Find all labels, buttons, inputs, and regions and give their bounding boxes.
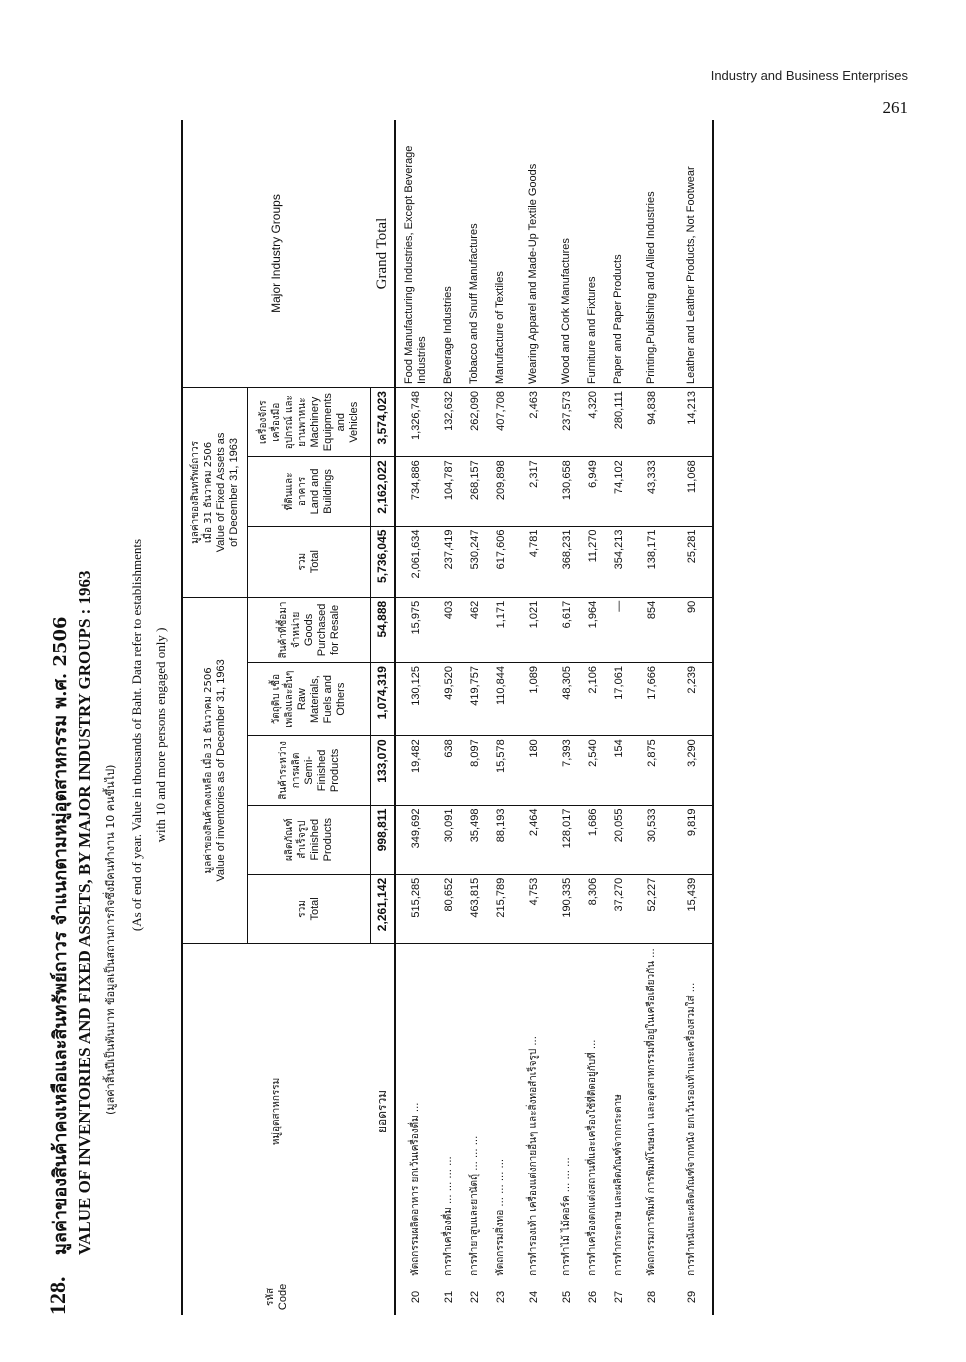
row-value: 130,658 [554,457,580,526]
row-group-english: Paper and Paper Products [606,120,632,388]
row-code: 21 [442,1290,455,1304]
grand-total-cell: 3,574,023 [371,388,395,457]
row-value: 190,335 [554,874,580,943]
note-english-line-2: with 10 and more persons engaged only ) [153,627,168,843]
row-value: 104,787 [436,457,462,526]
inventories-header [182,597,248,943]
row-value: 43,333 [632,457,672,526]
row-value: 2,464 [514,805,554,874]
row-value: 130,125 [395,663,436,736]
grand-total-cell: 54,888 [371,597,395,662]
row-value: 15,975 [395,597,436,662]
rotated-page-body [45,120,905,1315]
group-header-thai: หมู่อุตสาหกรรม [182,944,371,1279]
row-value: 1,021 [514,597,554,662]
row-value: 20,055 [606,805,632,874]
row-value: 8,306 [580,874,606,943]
row-group-english: Wood and Cork Manufactures [554,120,580,388]
row-value: 110,844 [488,663,514,736]
row-value: 4,753 [514,874,554,943]
fix-col-land-thai: ที่ดินและอาคาร [284,472,308,511]
row-value: — [606,597,632,662]
row-code: 25 [560,1290,573,1304]
row-value: 463,815 [462,874,488,943]
grand-total-cell: 998,811 [371,805,395,874]
grand-total-cell: 2,162,022 [371,457,395,526]
row-value: 2,463 [514,388,554,457]
row-value: 280,111 [606,388,632,457]
row-code: 27 [612,1290,625,1304]
row-group-english: Beverage Industries [436,120,462,388]
grand-total-cell: 1,074,319 [371,663,395,736]
row-value: 88,193 [488,805,514,874]
grand-total-cell: 5,736,045 [371,526,395,597]
row-value: 37,270 [606,874,632,943]
row-value: 11,270 [580,526,606,597]
running-head: Industry and Business Enterprises [710,68,908,83]
row-value: 2,540 [580,736,606,805]
row-value: 8,097 [462,736,488,805]
inv-col-resale-english: Goods Purchased for Resale [302,603,341,657]
row-value: 237,573 [554,388,580,457]
row-value: 2,317 [514,457,554,526]
row-group-english: Wearing Apparel and Made-Up Textile Goods [514,120,554,388]
row-value: 9,819 [672,805,713,874]
row-group-english: Manufacture of Textiles [488,120,514,388]
row-group-english: Furniture and Fixtures [580,120,606,388]
code-header [182,1279,371,1315]
row-code: 24 [527,1290,540,1304]
row-value: 2,106 [580,663,606,736]
row-value: 209,898 [488,457,514,526]
table-row [462,120,488,1315]
row-value: 2,239 [672,663,713,736]
inv-col-total [248,874,371,943]
row-value: 132,632 [436,388,462,457]
row-value: 14,213 [672,388,713,457]
grand-total-label-english: Grand Total [371,120,395,388]
inv-col-raw-english: Raw Materials, Fuels and Others [296,675,347,724]
row-value: 368,231 [554,526,580,597]
row-value: 49,520 [436,663,462,736]
row-value: 138,171 [632,526,672,597]
row-code: 29 [672,1279,713,1315]
row-value: 52,227 [632,874,672,943]
row-value: 354,213 [606,526,632,597]
row-value: 1,326,748 [395,388,436,457]
row-value: 1,686 [580,805,606,874]
row-value: 638 [436,736,462,805]
fix-col-machinery-thai: เครื่องจักร เครื่องมือ อุปกรณ์ และยานพาหนะ [258,395,308,450]
row-value: 15,578 [488,736,514,805]
row-value: 617,606 [488,526,514,597]
table-row [606,120,632,1315]
row-value: 734,886 [395,457,436,526]
row-value: 515,285 [395,874,436,943]
row-group-thai: หัตถกรรมผลิตอาหาร ยกเว้นเครื่องดื่ม ... [410,1102,421,1276]
title-thai: มูลค่าของสินค้าคงเหลือและสินทรัพย์ถาวร จำแนกตามหมู่อุตสาหกรรม พ.ศ. 2506 [50,616,71,1255]
fix-col-land-english: Land and Buildings [309,468,334,515]
code-header-english: Code [276,1283,289,1311]
row-value: 154 [606,736,632,805]
row-group-thai: การทำยาสูบและยานัตถุ์ ... ... ... [469,1135,480,1276]
row-group-thai: การทำไม้ ไม้คอร์ค ... ... ... [561,1157,572,1276]
fixed-header-thai-1: มูลค่าของสินทรัพย์ถาวร [190,441,201,544]
row-value: 403 [436,597,462,662]
note-english [125,415,173,1055]
row-value: 90 [672,597,713,662]
row-value: 180 [514,736,554,805]
table-row [672,120,713,1315]
table-row [632,120,672,1315]
inv-col-raw [248,663,371,736]
table-number: 128. [45,1276,70,1315]
inv-col-semi-thai: สินค้าระหว่างการผลิต [277,741,302,800]
row-value: 215,789 [488,874,514,943]
row-value: 4,781 [514,526,554,597]
fixed-header-thai-2: เมื่อ 31 ธันวาคม 2506 [203,441,214,544]
row-value: 25,281 [672,526,713,597]
table-row [395,120,436,1315]
grand-total-cell: 2,261,142 [371,874,395,943]
inv-col-resale [248,597,371,662]
table-row [554,120,580,1315]
row-code: 26 [586,1290,599,1304]
row-value: 2,061,634 [395,526,436,597]
major-groups-header: Major Industry Groups [182,120,371,388]
row-value: 268,157 [462,457,488,526]
grand-total-cell: 133,070 [371,736,395,805]
row-value: 854 [632,597,672,662]
row-group-thai: การทำรองเท้า เครื่องแต่งกายอื่นๆ และสิ่งทอสำเร็จรูป ... [528,1036,539,1276]
row-value: 237,419 [436,526,462,597]
row-group-english: Tobacco and Snuff Manufactures [462,120,488,388]
row-value: 11,068 [672,457,713,526]
row-value: 6,617 [554,597,580,662]
row-value: 349,692 [395,805,436,874]
row-group-english: Printing,Publishing and Allied Industries [632,120,672,388]
inv-col-resale-thai: สินค้าที่ซื้อมาจำหน่าย [277,601,302,659]
row-value: 128,017 [554,805,580,874]
row-value: 19,482 [395,736,436,805]
inv-col-semi [248,736,371,805]
table-body [395,120,713,1315]
note-thai: (มูลค่าสิ้นปีเป็นพันบาท ข้อมูลเป็นสถานการกิจซึ่งมีคนทำงาน 10 คนขึ้นไป) [104,764,117,1115]
row-value: 17,061 [606,663,632,736]
row-value: 48,305 [554,663,580,736]
row-value: 3,290 [672,736,713,805]
row-value: 407,708 [488,388,514,457]
inv-col-total-thai: รวม [297,900,308,918]
fixed-assets-header [182,388,248,598]
grand-total-row [371,120,395,1315]
inv-col-total-english: Total [309,897,321,921]
grand-total-code [371,1279,395,1315]
row-code: 23 [494,1290,507,1304]
fixed-header-english-2: of December 31, 1963 [228,438,240,547]
fixed-header-english-1: Value of Fixed Assets as [215,432,227,553]
row-value: 30,091 [436,805,462,874]
row-value: 15,439 [672,874,713,943]
table-row [436,120,462,1315]
title-english: VALUE OF INVENTORIES AND FIXED ASSETS, BY MAJOR INDUSTRY GROUPS : 1963 [75,570,94,1255]
row-value: 30,533 [632,805,672,874]
row-group-thai: หัตถกรรมการพิมพ์ การพิมพ์โฆษณา และอุตสาหกรรมที่อยู่ในเครือเดียวกัน ... [646,948,657,1276]
row-group-thai: การทำเครื่องตกแต่งสถานที่และเครื่องใช้ที่ติดอยู่กับที่ ... [587,1039,598,1276]
fix-col-machinery-english: Machinery Equipments and Vehicles [309,393,360,452]
row-value: 419,757 [462,663,488,736]
note-english-line-1: (As of end of year. Value in thousands of Baht. Data refer to establishments [129,538,144,932]
row-value: 4,320 [580,388,606,457]
row-group-english: Food Manufacturing Industries, Except Beverage Industries [395,120,436,388]
row-group-thai: หัตถกรรมสิ่งทอ ... ... ... ... [495,1158,506,1276]
fix-col-machinery [248,388,371,457]
page-number: 261 [882,98,908,117]
row-value: 2,875 [632,736,672,805]
inv-col-finished-english: Finished Products [309,817,334,862]
row-value: 262,090 [462,388,488,457]
fix-col-total [248,526,371,597]
row-value: 17,666 [632,663,672,736]
row-value: 462 [462,597,488,662]
row-group-thai: การทำกระดาษ และผลิตภัณฑ์จากกระดาษ [613,1094,624,1276]
inv-col-finished-thai: ผลิตภัณฑ์สำเร็จรูป [284,818,308,861]
row-value: 1,089 [514,663,554,736]
row-value: 1,171 [488,597,514,662]
grand-total-label-thai: ยอดรวม [371,944,395,1279]
row-value: 80,652 [436,874,462,943]
row-value: 74,102 [606,457,632,526]
code-header-thai: รหัส [264,1287,276,1306]
fix-col-land [248,457,371,526]
row-value: 1,964 [580,597,606,662]
row-code: 28 [645,1290,658,1304]
table-row [488,120,514,1315]
fix-col-total-thai: รวม [297,552,308,571]
row-group-thai: การทำเครื่องดื่ม ... ... ... ... [443,1156,454,1276]
row-value: 530,247 [462,526,488,597]
inventories-header-thai: มูลค่าของสินค้าคงเหลือ เมื่อ 31 ธันวาคม 2506 [203,667,214,874]
row-code: 22 [468,1290,481,1304]
inv-col-semi-english: Semi-Finished Products [302,748,341,793]
fix-col-total-english: Total [309,550,321,574]
inv-col-raw-thai: วัตถุดิบ เชื้อเพลิงและอื่นๆ [271,670,295,728]
table-row [580,120,606,1315]
inv-col-finished [248,805,371,874]
row-group-thai: การทำหนังและผลิตภัณฑ์จากหนัง ยกเว้นรองเท้าและเครื่องสวมใส่ ... [672,944,713,1279]
data-table [181,120,714,1315]
row-code: 20 [409,1290,422,1304]
inventories-header-english: Value of inventories as of December 31, 1963 [215,659,227,882]
table-row [514,120,554,1315]
row-group-english: Leather and Leather Products, Not Footwear [672,120,713,388]
row-value: 6,949 [580,457,606,526]
row-value: 35,498 [462,805,488,874]
row-value: 94,838 [632,388,672,457]
row-value: 7,393 [554,736,580,805]
